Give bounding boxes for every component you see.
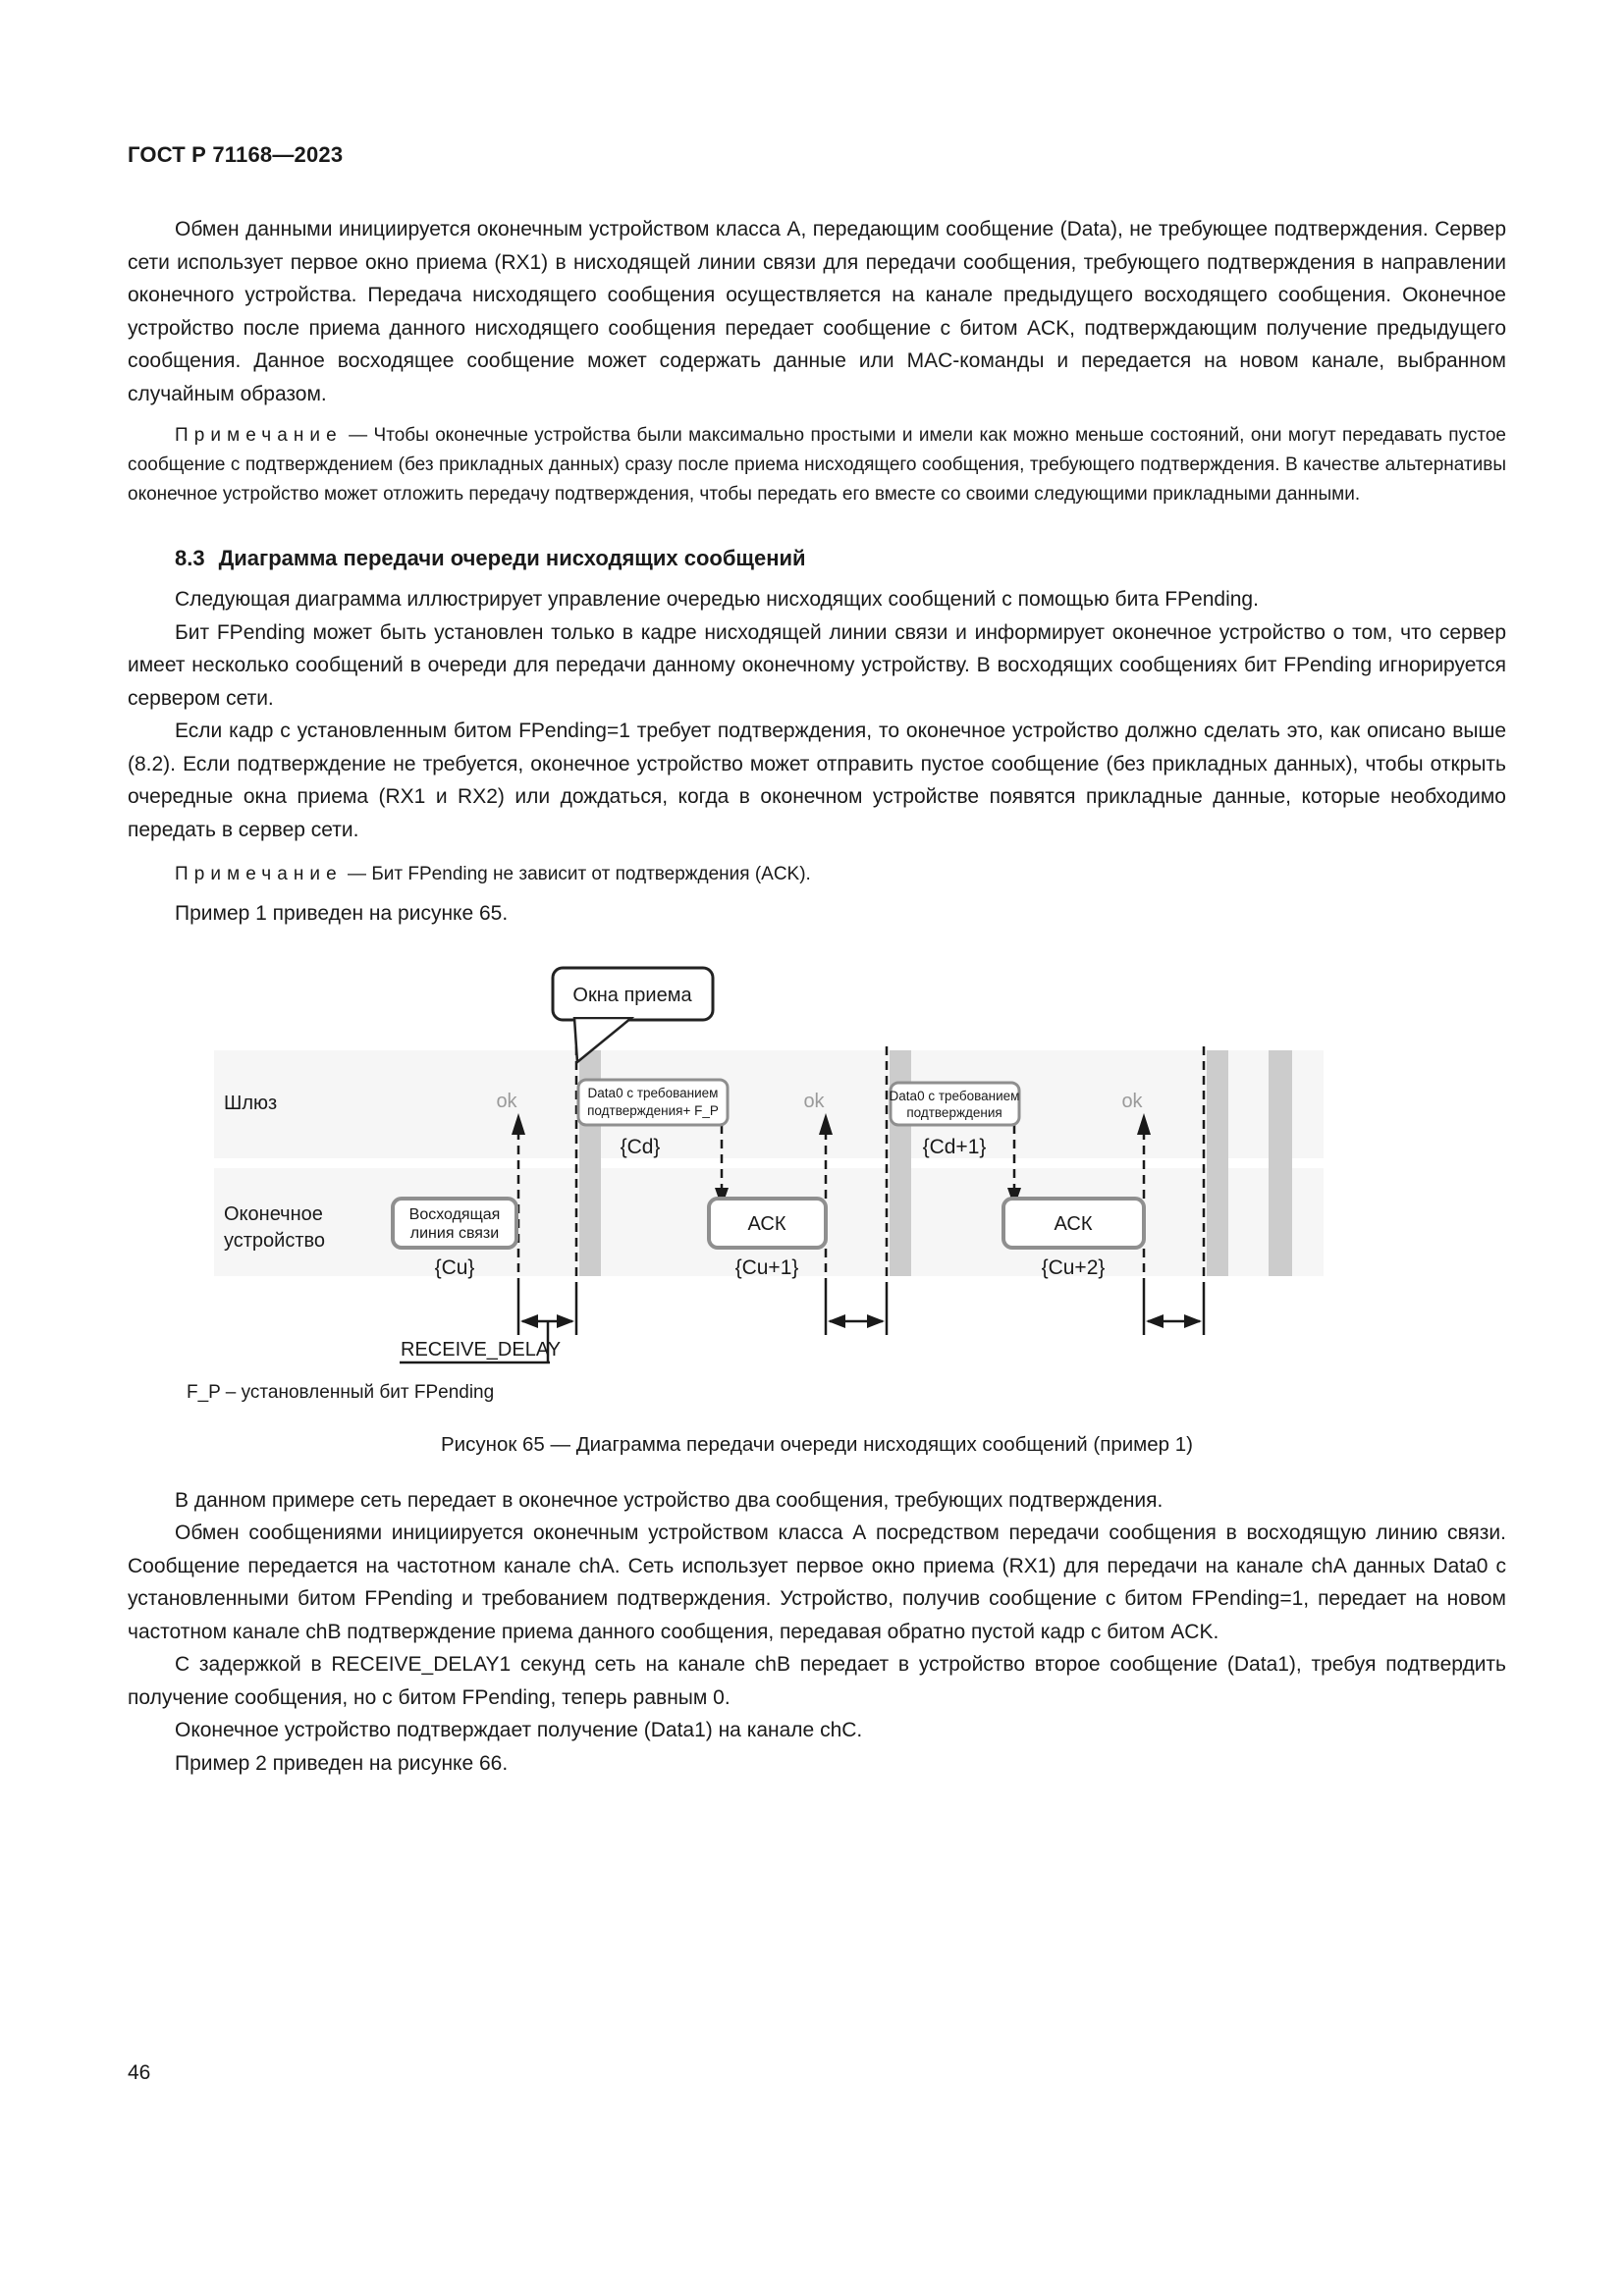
after-paragraph-2: Обмен сообщениями инициируется оконечным устройством класса А посредством передачи сообщения в восходящую линию связи. Сообщение передается на частотном канале chA. Сеть использует первое окно приема (RX1) для передачи на канале chA данных Data0 с установленными битом FPending и требованием подтверждения. Устройство, получив сообщение с битом FPending=1, передает на новом частотном канале chB подтверждение приема данного сообщения, передавая обратно пустой кадр с битом ACK.: [128, 1522, 1506, 1643]
paragraph-2: Бит FPending может быть установлен только в кадре нисходящей линии связи и информирует оконечное устройство о том, что сервер имеет несколько сообщений в очереди для передачи данному оконечному устройству. В восходящих сообщениях бит FPending игнорируется сервером сети.: [128, 620, 1506, 710]
figure-caption: Рисунок 65 — Диаграмма передачи очереди нисходящих сообщений (пример 1): [441, 1432, 1193, 1456]
data1-line1: Data0 с требованием: [587, 1085, 719, 1100]
channel-cu2: {Cu+2}: [1041, 1255, 1106, 1279]
lane-gateway-label: Шлюз: [224, 1092, 278, 1114]
data2-line1: Data0 с требованием: [889, 1088, 1020, 1103]
note-1: [128, 421, 1506, 509]
section-number: 8.3: [175, 546, 205, 570]
note-2: [128, 860, 1506, 889]
rx-window-bar-4: [1269, 1050, 1292, 1276]
ok-label-1: ok: [496, 1090, 517, 1112]
paragraph-1: Следующая диаграмма иллюстрирует управление очередью нисходящих сообщений с помощью бита FPending.: [175, 588, 1259, 611]
after-figure-text: [128, 1484, 1506, 1781]
ok-label-2: ok: [803, 1090, 825, 1112]
rx-window-bar-3: [1207, 1050, 1228, 1276]
receive-delay-arrows: [400, 1314, 1202, 1362]
ok-label-3: ok: [1121, 1090, 1143, 1112]
after-paragraph-5: Пример 2 приведен на рисунке 66.: [175, 1751, 509, 1775]
uplink-line2: линия связи: [409, 1224, 500, 1242]
section-heading: [175, 546, 1506, 571]
paragraph-intro: Обмен данными инициируется оконечным устройством класса А, передающим сообщение (Data), не требующее подтверждения. Сервер сети использует первое окно приема (RX1) в нисходящей линии связи для передачи сообщения, требующего подтверждения в направлении оконечного устройства. Передача нисходящего сообщения осуществляется на канале предыдущего восходящего сообщения. Оконечное устройство после приема данного нисходящего сообщения передает сообщение с битом ACK, подтверждающим получение предыдущего сообщения. Данное восходящее сообщение может содержать данные или MAC-команды и передается на новом канале, выбранном случайным образом.: [128, 218, 1506, 405]
paragraph-4: Пример 1 приведен на рисунке 65.: [175, 902, 509, 925]
channel-cu: {Cu}: [434, 1255, 475, 1279]
section-title: Диаграмма передачи очереди нисходящих сообщений: [218, 546, 806, 570]
rx-windows-callout: [553, 968, 713, 1062]
lane-device-label-1: Оконечное: [224, 1202, 323, 1225]
channel-cu1: {Cu+1}: [734, 1255, 799, 1279]
data2-line2: подтверждения: [906, 1104, 1002, 1120]
after-paragraph-1: В данном примере сеть передает в оконечное устройство два сообщения, требующих подтверждения.: [175, 1488, 1164, 1512]
after-paragraph-4: Оконечное устройство подтверждает получение (Data1) на канале chC.: [175, 1719, 863, 1741]
lane-device-label-2: устройство: [224, 1229, 326, 1252]
callout-label: Окна приема: [572, 984, 692, 1006]
paragraph-3: Если кадр с установленным битом FPending=1 требует подтверждения, то оконечное устройство должно сделать это, как описано выше (8.2). Если подтверждение не требуется, оконечное устройство может отправить пустое сообщение (без прикладных данных), чтобы открыть очередные окна приема (RX1 и RX2) или дождаться, когда в оконечном устройстве появятся прикладные данные, которые необходимо передать в сервер сети.: [128, 720, 1506, 841]
ack-box-1: АСК: [747, 1212, 786, 1235]
note-1-label: Примечание: [175, 425, 343, 446]
note-2-text: — Бит FPending не зависит от подтверждения (ACK).: [342, 864, 811, 884]
uplink-line1: Восходящая: [408, 1205, 501, 1223]
page-number: 46: [128, 2061, 151, 2084]
device-boxes: [393, 1199, 1144, 1248]
data1-line2: подтверждения+ F_P: [587, 1102, 719, 1118]
figure-legend: F_P – установленный бит FPending: [187, 1381, 495, 1403]
ack-box-2: АСК: [1054, 1212, 1093, 1235]
gateway-lane-band: [214, 1050, 1324, 1158]
channel-cd1: {Cd+1}: [922, 1135, 987, 1158]
receive-delay-label: RECEIVE_DELAY: [401, 1338, 562, 1361]
channel-cd: {Cd}: [620, 1135, 661, 1158]
figure-65: [128, 960, 1506, 1421]
note-1-text: — Чтобы оконечные устройства были максимально простыми и имели как можно меньше состояний, они могут передавать пустое сообщение с подтверждением (без прикладных данных) сразу после приема нисходящего сообщения, требующего подтверждения. В качестве альтернативы оконечное устройство может отложить передачу подтверждения, чтобы передать его вместе со своими следующими прикладными данными.: [128, 425, 1506, 505]
after-paragraph-3: С задержкой в RECEIVE_DELAY1 секунд сеть на канале chB передает в устройство второе сообщение (Data1), требуя подтвердить получение сообщения, но с битом FPending, теперь равным 0.: [128, 1653, 1506, 1709]
standard-code-header: ГОСТ Р 71168—2023: [128, 142, 344, 167]
note-2-label: Примечание: [175, 864, 343, 884]
sequence-diagram: [0, 960, 1624, 1421]
